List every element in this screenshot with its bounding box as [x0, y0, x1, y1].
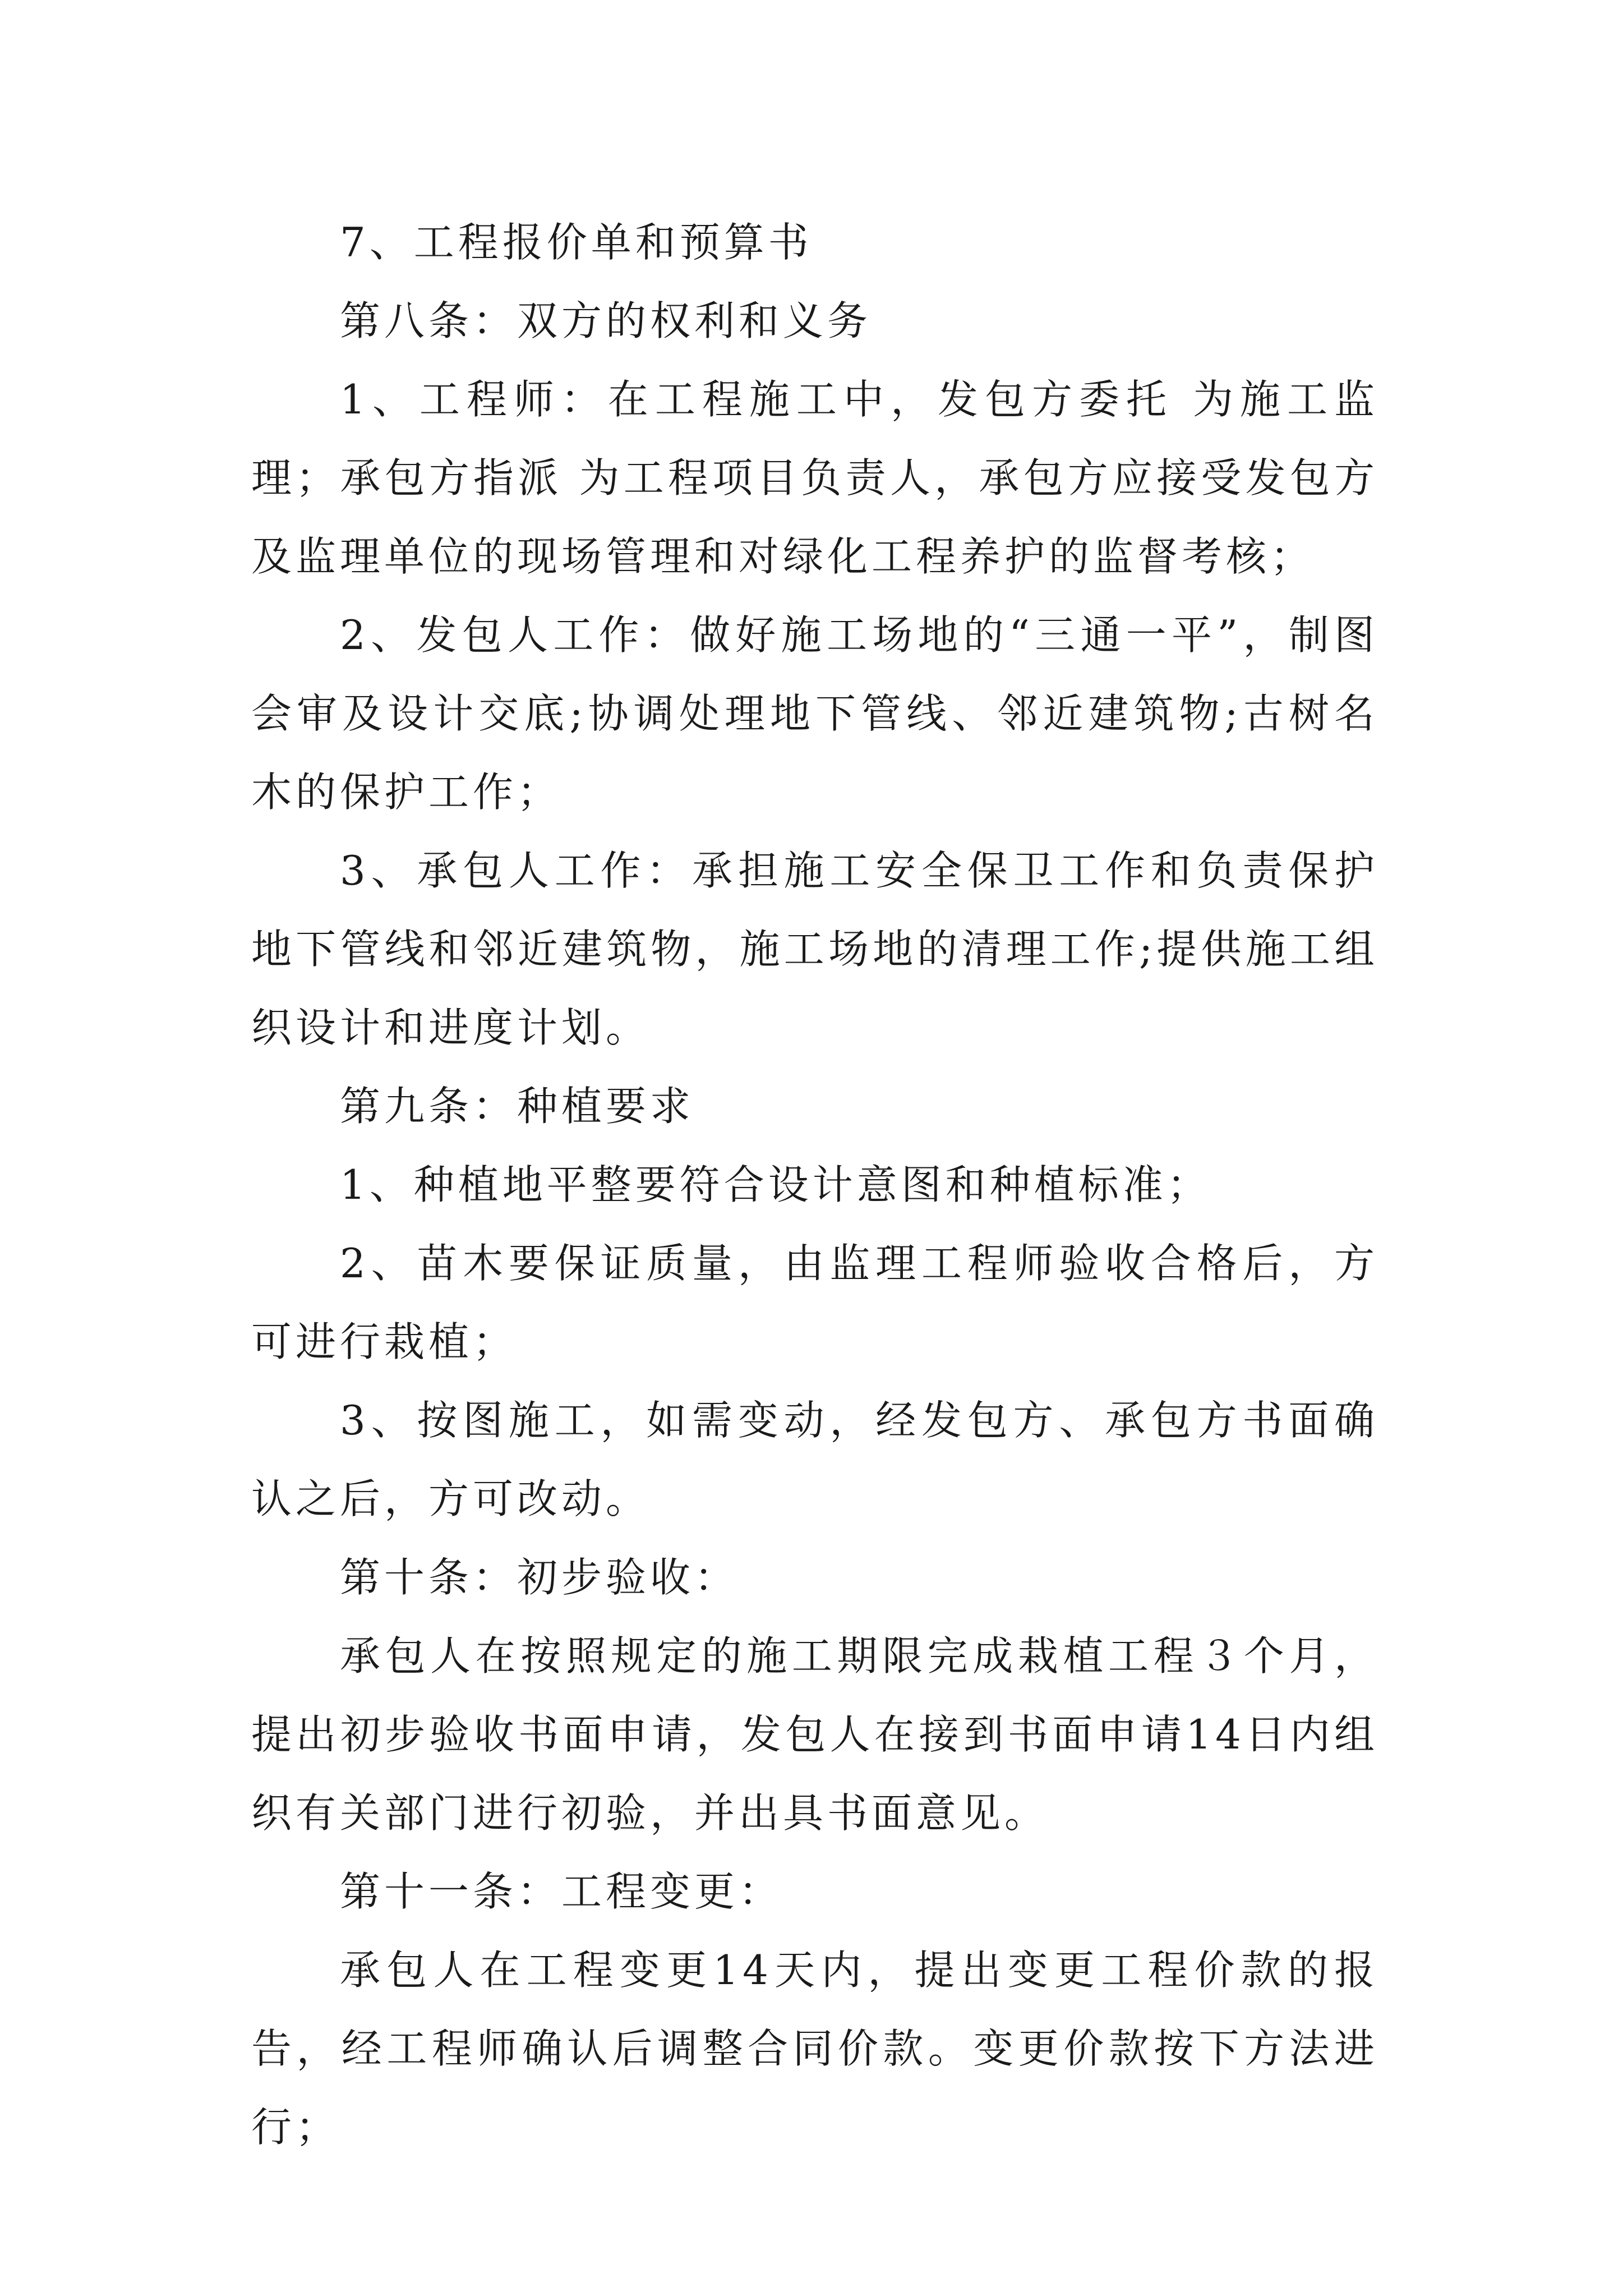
article-9-heading: 第九条：种植要求 — [340, 1083, 695, 1130]
article-10-heading: 第十条：初步验收： — [340, 1554, 739, 1601]
article-9-item-1: 1、种植地平整要符合设计意图和种植标准； — [340, 1161, 1211, 1208]
article-8-item-1: 1、工程师：在工程施工中，发包方委托 为施工监理；承包方指派 为工程项目负责人，承包方应接受发包方及监理单位的现场管理和对绿化工程养护的监督考核； — [251, 376, 1378, 580]
article-9-item-3: 3、按图施工，如需变动，经发包方、承包方书面确认之后，方可改动。 — [251, 1397, 1378, 1522]
document-body — [251, 203, 1378, 2166]
article-9-item-2: 2、苗木要保证质量，由监理工程师验收合格后，方可进行栽植； — [251, 1240, 1378, 1365]
article-8-heading: 第八条：双方的权利和义务 — [340, 297, 872, 344]
article-8-item-3: 3、承包人工作：承担施工安全保卫工作和负责保护地下管线和邻近建筑物，施工场地的清理工作;提供施工组织设计和进度计划。 — [251, 847, 1378, 1051]
article-10-body: 承包人在按照规定的施工期限完成栽植工程３个月，提出初步验收书面申请，发包人在接到书面申请14日内组织有关部门进行初验，并出具书面意见。 — [251, 1632, 1378, 1837]
article-8-item-2: 2、发包人工作：做好施工场地的“三通一平”，制图会审及设计交底;协调处理地下管线、邻近建筑物;古树名木的保护工作； — [251, 611, 1378, 816]
article-11-heading: 第十一条：工程变更： — [340, 1868, 783, 1915]
list-item-quote-budget: 7、工程报价单和预算书 — [340, 219, 813, 266]
article-11-body: 承包人在工程变更14天内，提出变更工程价款的报告，经工程师确认后调整合同价款。变更价款按下方法进行； — [251, 1947, 1378, 2151]
